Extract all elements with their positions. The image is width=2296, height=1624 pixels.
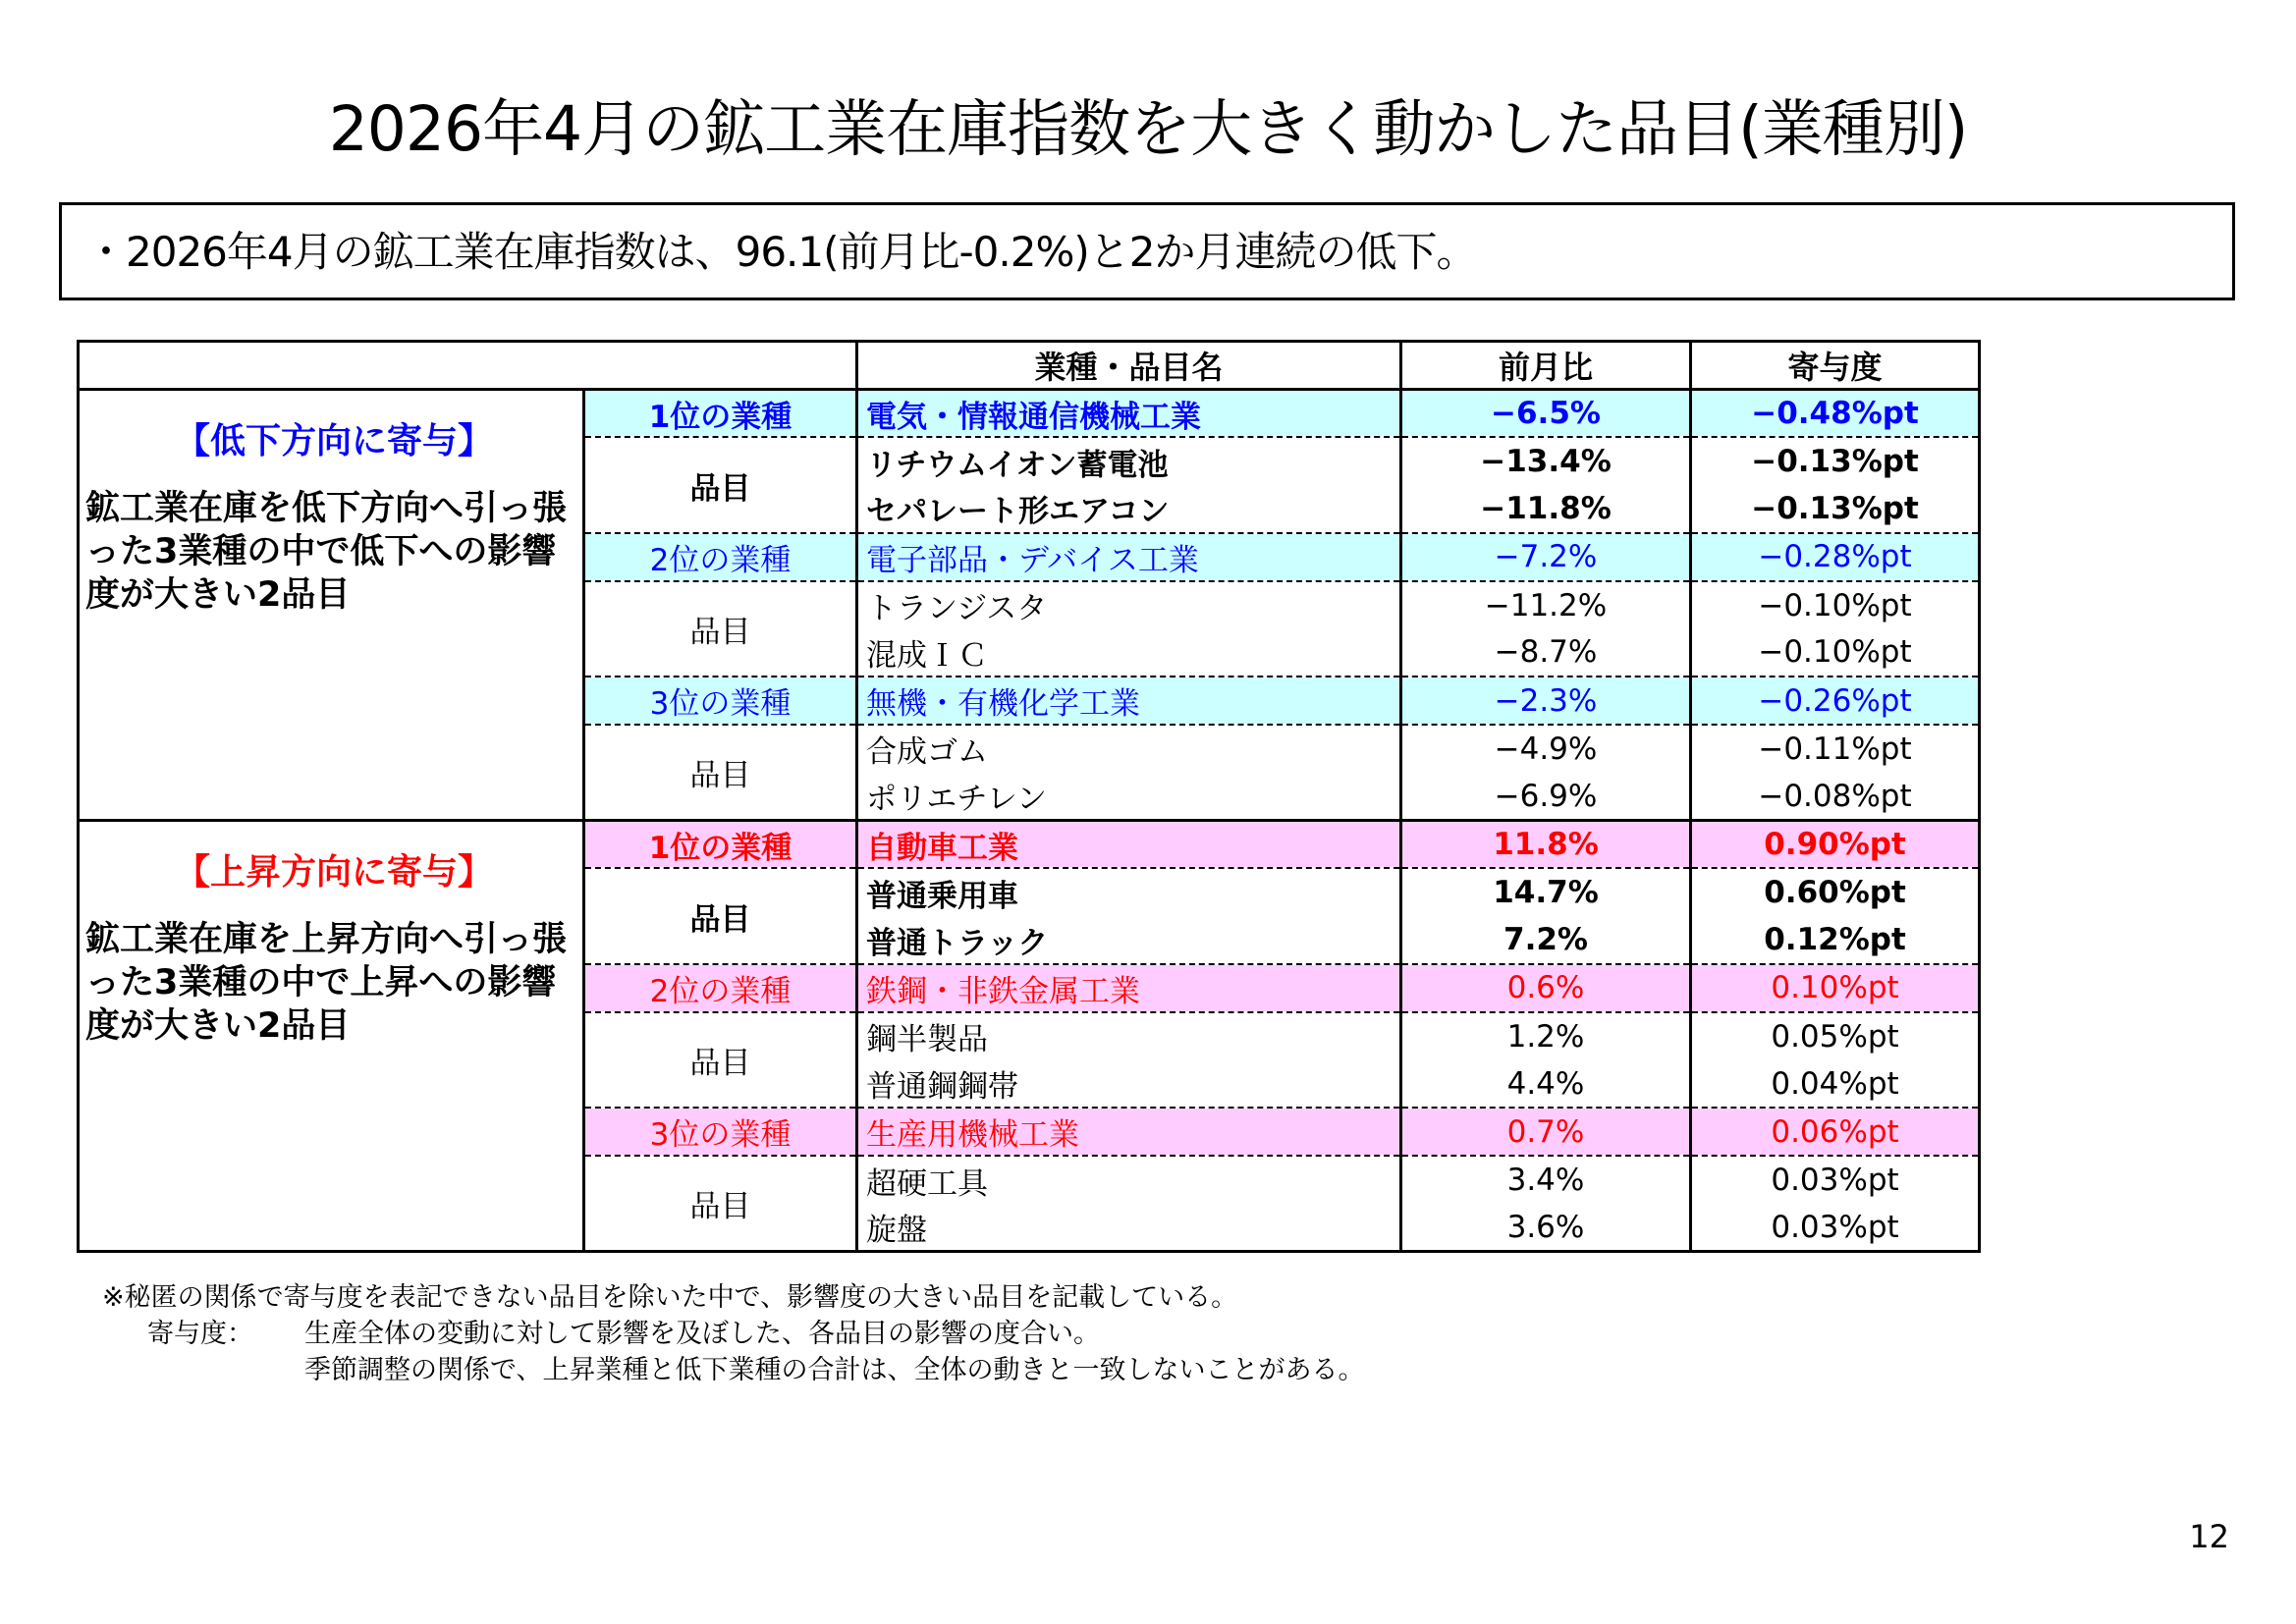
item-mom: 14.7% (1401, 868, 1691, 916)
section-description: 鉱工業在庫を低下方向へ引っ張った3業種の中で低下への影響度が大きい2品目 (85, 489, 568, 615)
item-contribution: 0.04%pt (1691, 1060, 1980, 1109)
item-contribution: −0.11%pt (1691, 725, 1980, 773)
header-name: 業種・品目名 (857, 342, 1401, 390)
item-contribution: −0.13%pt (1691, 485, 1980, 533)
item-name: セパレート形エアコン (857, 485, 1401, 533)
item-name: 普通乗用車 (857, 868, 1401, 916)
item-contribution: 0.03%pt (1691, 1156, 1980, 1204)
industry-mom: −7.2% (1401, 533, 1691, 581)
header-mom: 前月比 (1401, 342, 1691, 390)
item-name: ポリエチレン (857, 773, 1401, 821)
industry-row (79, 390, 1980, 438)
items-label: 品目 (584, 868, 857, 964)
item-contribution: −0.10%pt (1691, 581, 1980, 629)
section-description: 鉱工業在庫を上昇方向へ引っ張った3業種の中で上昇への影響度が大きい2品目 (85, 920, 568, 1047)
contribution-table (77, 340, 1981, 1253)
page-number: 12 (2189, 1518, 2229, 1555)
item-mom: 4.4% (1401, 1060, 1691, 1109)
item-mom: −4.9% (1401, 725, 1691, 773)
industry-name: 電子部品・デバイス工業 (857, 533, 1401, 581)
industry-name: 自動車工業 (857, 821, 1401, 869)
industry-mom: 0.7% (1401, 1108, 1691, 1156)
item-name: リチウムイオン蓄電池 (857, 437, 1401, 485)
industry-contribution: −0.26%pt (1691, 677, 1980, 725)
industry-rank: 2位の業種 (584, 964, 857, 1012)
item-mom: 3.4% (1401, 1156, 1691, 1204)
item-contribution: 0.12%pt (1691, 916, 1980, 964)
item-name: 超硬工具 (857, 1156, 1401, 1204)
industry-rank: 2位の業種 (584, 533, 857, 581)
table-header-row (79, 342, 1980, 390)
industry-contribution: 0.10%pt (1691, 964, 1980, 1012)
item-mom: 1.2% (1401, 1012, 1691, 1060)
section-title: 【低下方向に寄与】 (174, 421, 493, 461)
item-contribution: 0.05%pt (1691, 1012, 1980, 1060)
items-label: 品目 (584, 437, 857, 533)
footnote: ※秘匿の関係で寄与度を表記できない品目を除いた中で、影響度の大きい品目を記載している。 (102, 1282, 1238, 1313)
items-label: 品目 (584, 581, 857, 677)
item-name: 旋盤 (857, 1204, 1401, 1252)
section-rise (79, 821, 584, 1252)
industry-mom: −2.3% (1401, 677, 1691, 725)
item-mom: 3.6% (1401, 1204, 1691, 1252)
page-title: 2026年4月の鉱工業在庫指数を大きく動かした品目(業種別) (328, 93, 1968, 165)
item-mom: −11.8% (1401, 485, 1691, 533)
items-label: 品目 (584, 1012, 857, 1109)
item-contribution: −0.10%pt (1691, 628, 1980, 677)
item-contribution: 0.60%pt (1691, 868, 1980, 916)
item-mom: −11.2% (1401, 581, 1691, 629)
industry-mom: 11.8% (1401, 821, 1691, 869)
item-contribution: 0.03%pt (1691, 1204, 1980, 1252)
industry-rank: 3位の業種 (584, 677, 857, 725)
item-name: 鋼半製品 (857, 1012, 1401, 1060)
summary-box (59, 202, 2235, 300)
item-mom: −8.7% (1401, 628, 1691, 677)
item-name: 普通鋼鋼帯 (857, 1060, 1401, 1109)
industry-contribution: 0.90%pt (1691, 821, 1980, 869)
header-blank (79, 342, 857, 390)
item-mom: −13.4% (1401, 437, 1691, 485)
industry-mom: 0.6% (1401, 964, 1691, 1012)
industry-mom: −6.5% (1401, 390, 1691, 438)
item-name: トランジスタ (857, 581, 1401, 629)
item-name: 普通トラック (857, 916, 1401, 964)
industry-rank: 3位の業種 (584, 1108, 857, 1156)
footnote-caveat: 季節調整の関係で、上昇業種と低下業種の合計は、全体の動きと一致しないことがある。 (304, 1355, 1365, 1385)
industry-name: 無機・有機化学工業 (857, 677, 1401, 725)
items-label: 品目 (584, 1156, 857, 1252)
item-contribution: −0.13%pt (1691, 437, 1980, 485)
summary-text: ・2026年4月の鉱工業在庫指数は、96.1(前月比-0.2%)と2か月連続の低下。 (85, 228, 1477, 276)
industry-rank: 1位の業種 (584, 821, 857, 869)
item-mom: 7.2% (1401, 916, 1691, 964)
industry-contribution: −0.28%pt (1691, 533, 1980, 581)
header-contribution: 寄与度 (1691, 342, 1980, 390)
industry-name: 鉄鋼・非鉄金属工業 (857, 964, 1401, 1012)
item-name: 混成ＩＣ (857, 628, 1401, 677)
industry-rank: 1位の業種 (584, 390, 857, 438)
footnote-label: 寄与度： (147, 1319, 253, 1349)
item-mom: −6.9% (1401, 773, 1691, 821)
industry-contribution: −0.48%pt (1691, 390, 1980, 438)
item-contribution: −0.08%pt (1691, 773, 1980, 821)
section-decline (79, 390, 584, 821)
industry-contribution: 0.06%pt (1691, 1108, 1980, 1156)
industry-row (79, 821, 1980, 869)
items-label: 品目 (584, 725, 857, 821)
section-title: 【上昇方向に寄与】 (174, 852, 493, 893)
item-name: 合成ゴム (857, 725, 1401, 773)
footnote-definition: 生産全体の変動に対して影響を及ぼした、各品目の影響の度合い。 (304, 1319, 1100, 1349)
industry-name: 電気・情報通信機械工業 (857, 390, 1401, 438)
industry-name: 生産用機械工業 (857, 1108, 1401, 1156)
